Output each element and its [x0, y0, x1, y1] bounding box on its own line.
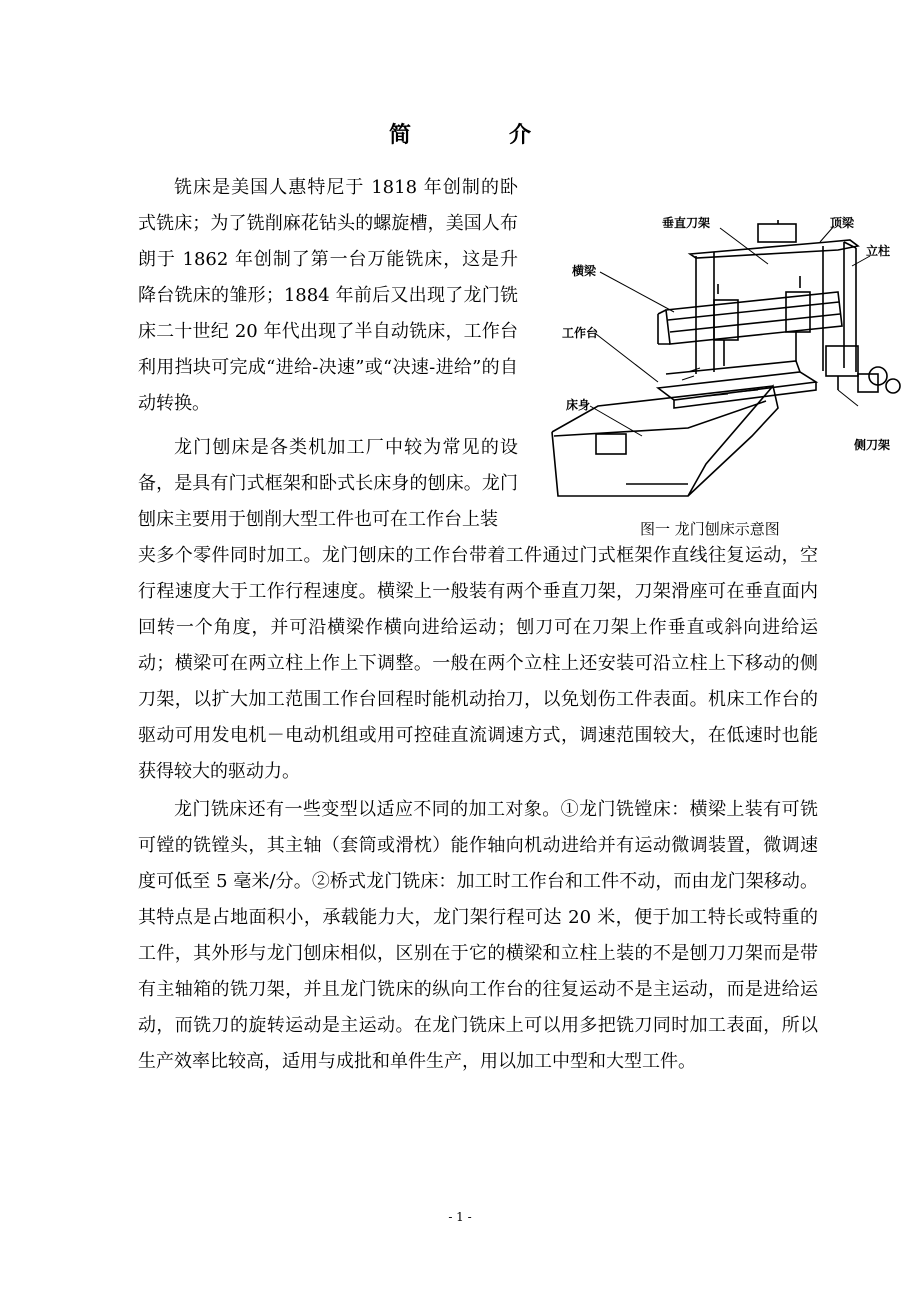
planer-machine-drawing [538, 196, 910, 508]
label-top-beam: 顶梁 [830, 216, 855, 230]
label-side-tool-holder: 侧刀架 [854, 438, 891, 452]
paragraph-milling-variants: 龙门铣床还有一些变型以适应不同的加工对象。①龙门铣镗床：横梁上装有可铣可镗的铣镗头，其主轴（套筒或滑枕）能作轴向机动进给并有运动微调装置，微调速度可低至 5 毫米/分。②桥式龙门铣床：加工时工作台和工件不动，而由龙门架移动。其特点是占地面积小，承载能力大，龙门架行程可达 20 米，便于加工特长或特重的工件，其外形与龙门刨床相似，区别在于它的横梁和立柱上装的不是刨刀刀架而是带有主轴箱的铣刀架，并且龙门铣床的纵向工作台的往复运动不是主运动，而是进给运动，而铣刀的旋转运动是主运动。在龙门铣床上可以用多把铣刀同时加工表面，所以生产效率比较高，适用与成批和单件生产，用以加工中型和大型工件。 [138, 799, 818, 1072]
paragraph-milling-history: 铣床是美国人惠特尼于 1818 年创制的卧式铣床；为了铣削麻花钻头的螺旋槽，美国人布朗于 1862 年创制了第一台万能铣床，这是升降台铣床的雏形；1884 年前后又出现了龙门铣床二十世纪 20 年代出现了半自动铣床，工作台利用挡块可完成“进给-决速”或“决速-进给”的自动转换。 [138, 177, 518, 414]
paragraph-planer-intro: 龙门刨床是各类机加工厂中较为常见的设备，是具有门式框架和卧式长床身的刨床。龙门刨床主要用于刨削大型工件也可在工作台上装 [138, 437, 518, 530]
figure-caption: 图一 龙门刨床示意图 [640, 520, 780, 538]
label-vertical-tool-holder: 垂直刀架 [662, 216, 711, 230]
page-title: 简 介 [388, 123, 569, 148]
label-worktable: 工作台 [562, 326, 599, 340]
label-bed: 床身 [566, 398, 591, 412]
page-number: - 1 - [448, 1210, 472, 1224]
label-crossbeam: 横梁 [572, 264, 597, 278]
label-column: 立柱 [866, 244, 891, 258]
paragraph-planer-detail: 夹多个零件同时加工。龙门刨床的工作台带着工件通过门式框架作直线往复运动，空行程速度大于工作行程速度。横梁上一般装有两个垂直刀架，刀架滑座可在垂直面内回转一个角度，并可沿横梁作横向进给运动；刨刀可在刀架上作垂直或斜向进给运动；横梁可在两立柱上作上下调整。一般在两个立柱上还安装可沿立柱上下移动的侧刀架，以扩大加工范围工作台回程时能机动抬刀，以免划伤工件表面。机床工作台的驱动可用发电机－电动机组或用可控硅直流调速方式，调速范围较大，在低速时也能获得较大的驱动力。 [138, 545, 818, 782]
planer-figure [538, 196, 910, 546]
